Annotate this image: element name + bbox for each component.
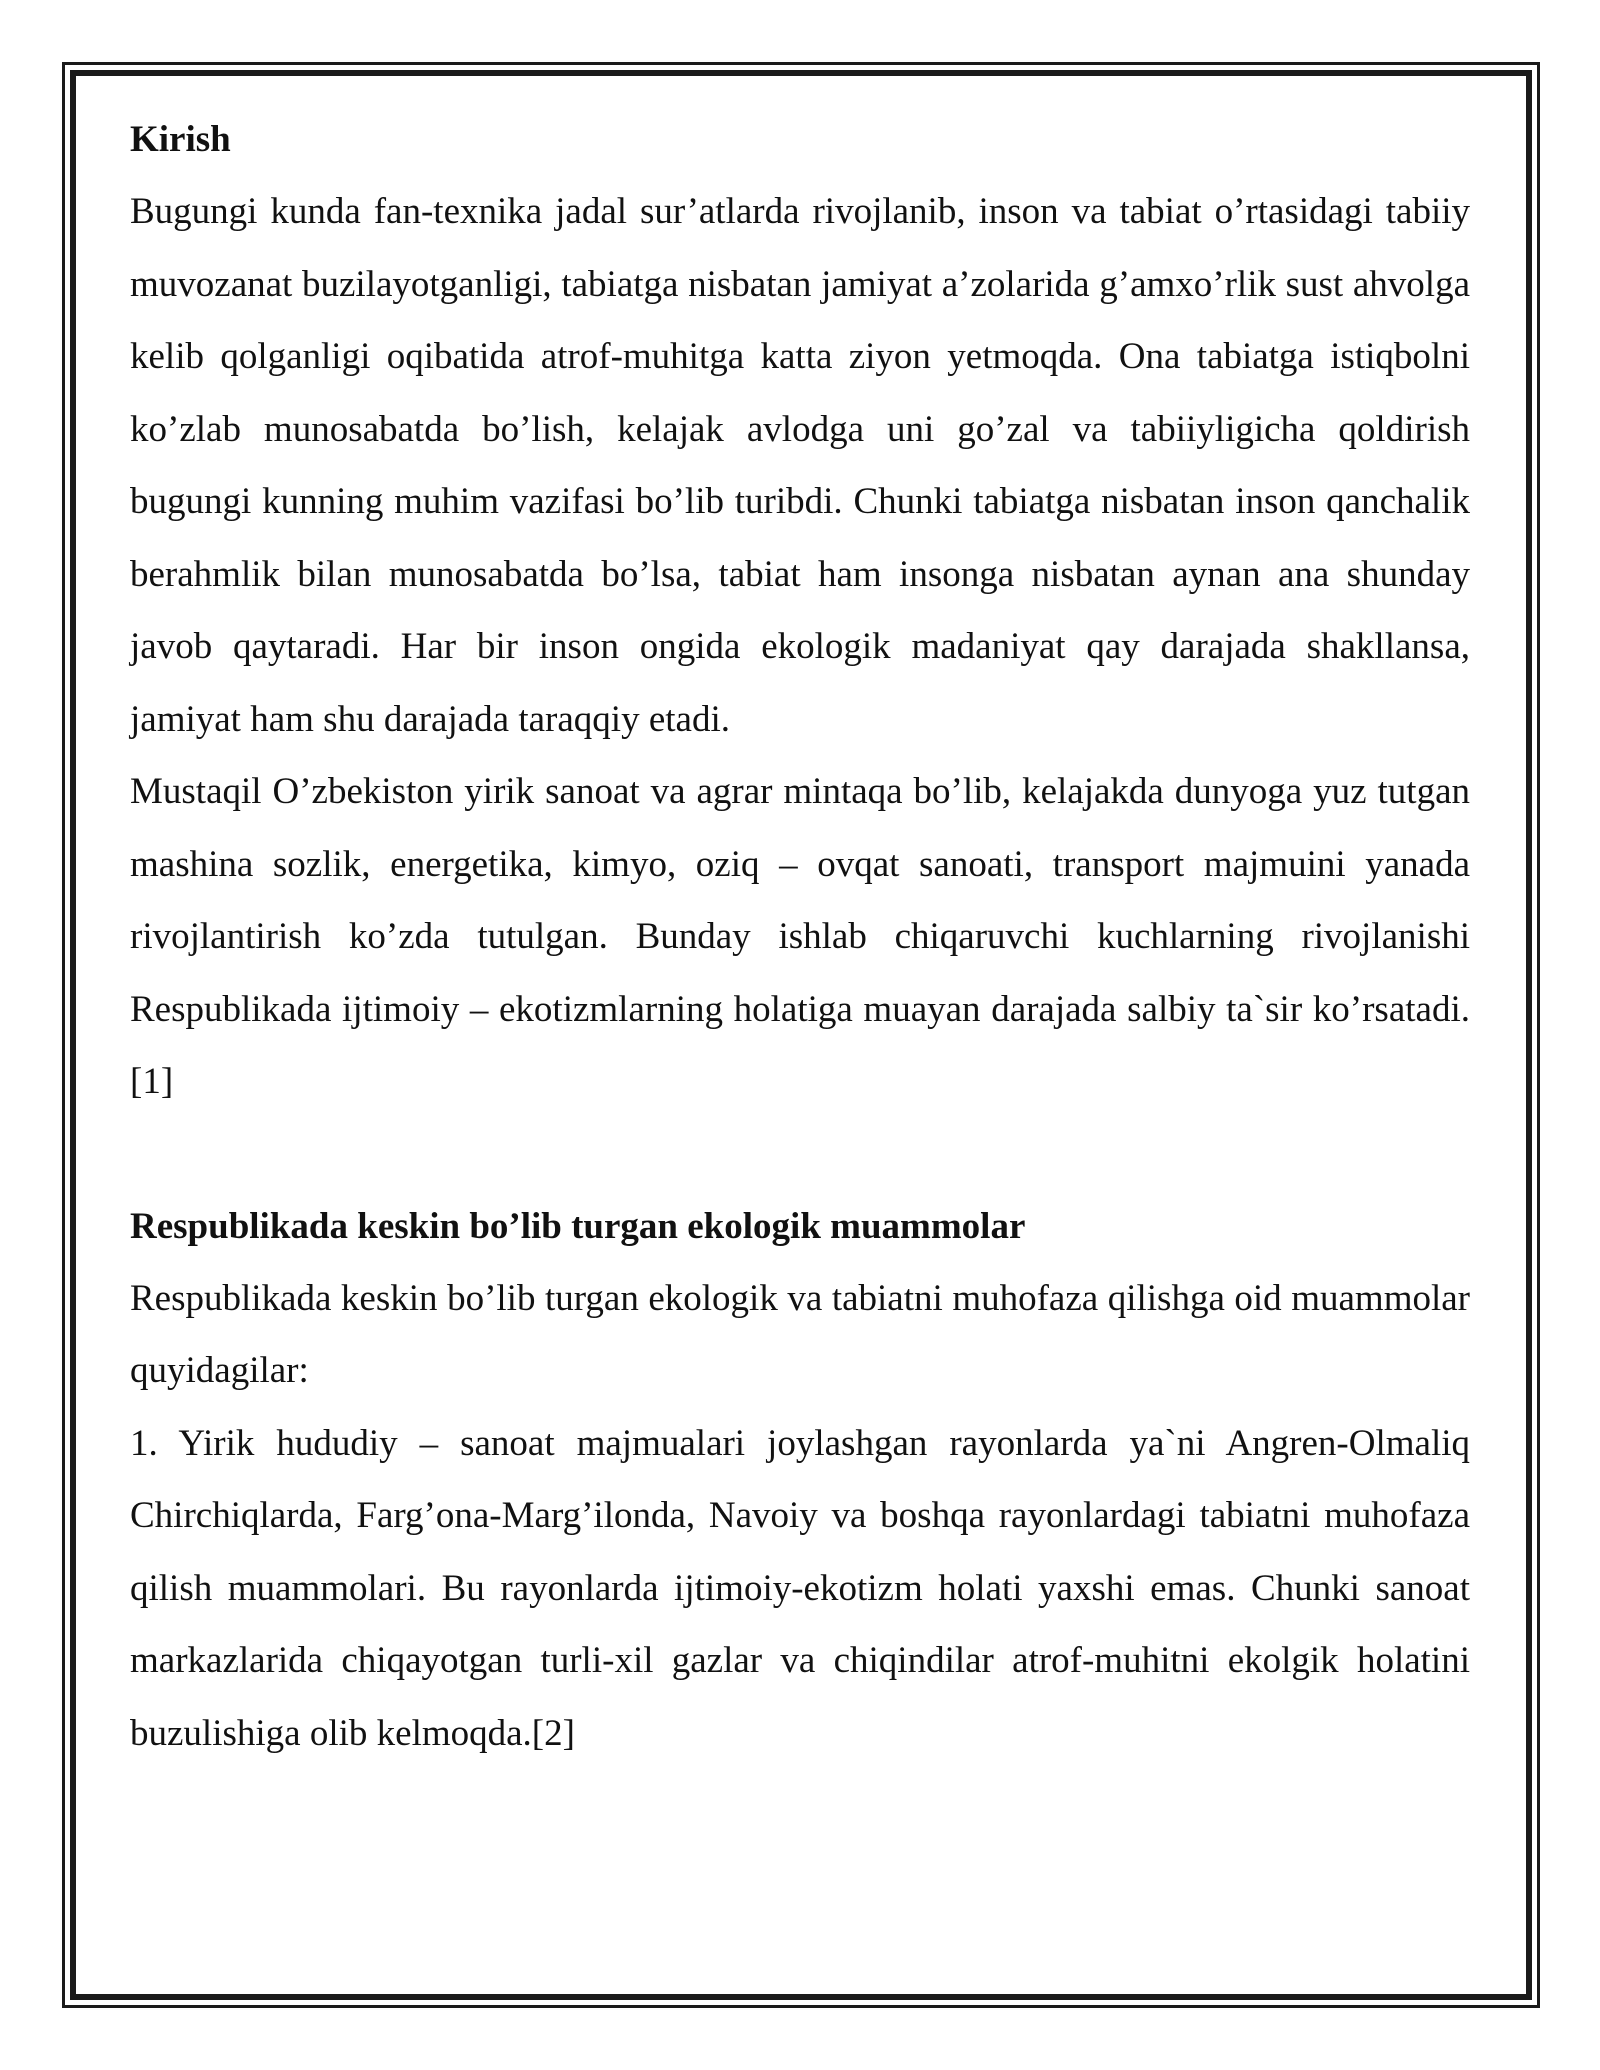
section-heading-muammolar: Respublikada keskin bo’lib turgan ekologik muammolar: [130, 1205, 1026, 1247]
paragraph-list-item-1: 1. Yirik hududiy – sanoat majmualari joylashgan rayonlarda ya`ni Angren-Olmaliq Chirchiqlarda, Farg’ona-Marg’ilonda, Navoiy va boshqa rayonlardagi tabiatni muhofaza qilish muammolari. Bu rayonlarda ijtimoiy-ekotizm holati yaxshi emas. Chunki sanoat markazlarida chiqayotgan turli-xil gazlar va chiqindilar atrof-muhitni ekolgik holatini buzulishiga olib kelmoqda.[2]: [130, 1422, 1470, 1754]
paragraph-muammolar-intro: Respublikada keskin bo’lib turgan ekologik va tabiatni muhofaza qilishga oid muammolar quyidagilar:: [130, 1277, 1470, 1391]
paragraph-intro: Bugungi kunda fan-texnika jadal sur’atlarda rivojlanib, inson va tabiat o’rtasidagi tabiiy muvozanat buzilayotganligi, tabiatga nisbatan jamiyat a’zolarida g’amxo’rlik sust ahvolga kelib qolganligi oqibatida atrof-muhitga katta ziyon yetmoqda. Ona tabiatga istiqbolni ko’zlab munosabatda bo’lish, kelajak avlodga uni go’zal va tabiiyligicha qoldirish bugungi kunning muhim vazifasi bo’lib turibdi. Chunki tabiatga nisbatan inson qanchalik berahmlik bilan munosabatda bo’lsa, tabiat ham insonga nisbatan aynan ana shunday javob qaytaradi. Har bir inson ongida ekologik madaniyat qay darajada shakllansa, jamiyat ham shu darajada taraqqiy etadi.: [130, 191, 1470, 740]
document-body: [130, 104, 1470, 1770]
section-heading-kirish: Kirish: [130, 119, 231, 160]
paragraph-mustaqil: Mustaqil O’zbekiston yirik sanoat va agrar mintaqa bo’lib, kelajakda dunyoga yuz tutgan mashina sozlik, energetika, kimyo, oziq – ovqat sanoati, transport majmuini yanada rivojlantirish ko’zda tutulgan. Bunday ishlab chiqaruvchi kuchlarning rivojlanishi Respublikada ijtimoiy – ekotizmlarning holatiga muayan darajada salbiy ta`sir ko’rsatadi.[1]: [130, 771, 1470, 1102]
paragraph-spacer: [130, 1119, 1470, 1191]
